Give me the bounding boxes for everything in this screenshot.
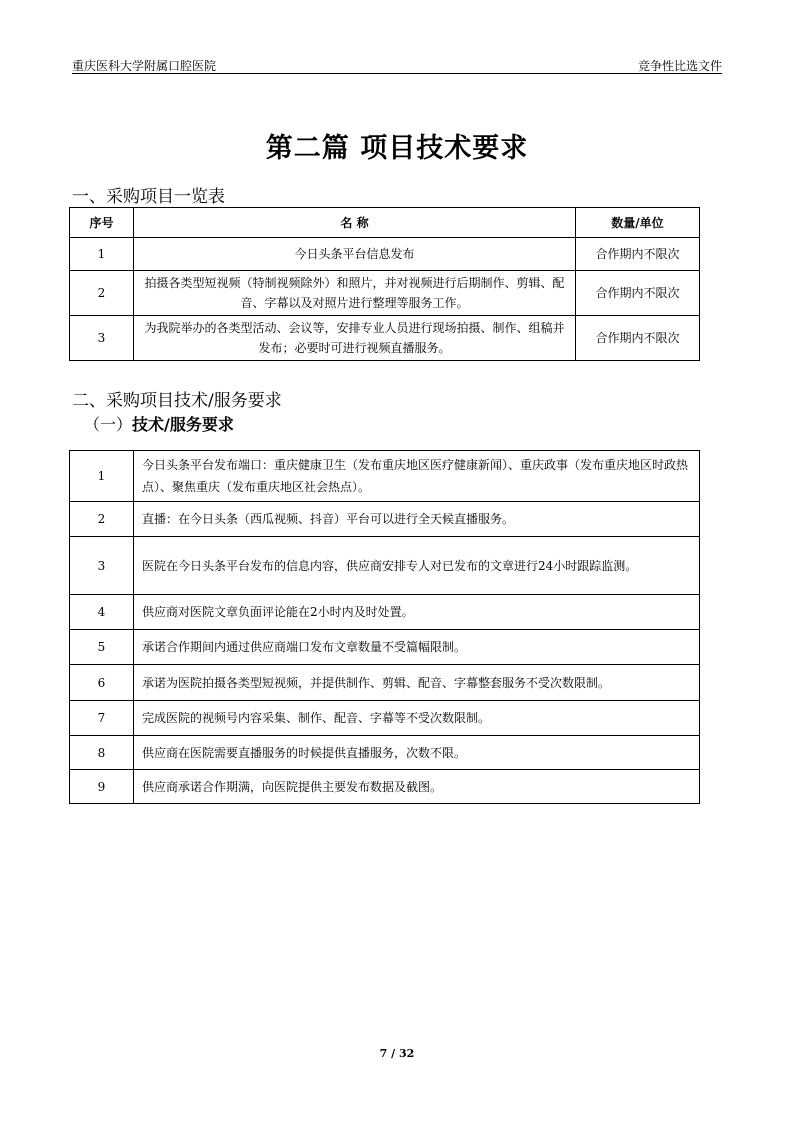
table-header-row <box>70 208 700 238</box>
requirement-number: 7 <box>70 701 134 736</box>
page-number: 7 / 32 <box>379 1047 415 1060</box>
table-row <box>70 537 700 595</box>
page-title: 第二篇 项目技术要求 <box>265 133 529 164</box>
row-name: 为我院举办的各类型活动、会议等，安排专业人员进行现场拍摄、制作、组稿并发布；必要时可进行视频直播服务。 <box>134 316 576 361</box>
header-cell-no: 序号 <box>70 208 134 238</box>
requirement-text: 供应商对医院文章负面评论能在2小时内及时处置。 <box>134 595 700 630</box>
page-header <box>72 55 722 74</box>
table-row <box>70 316 700 361</box>
table-row <box>70 770 700 804</box>
requirement-text: 供应商承诺合作期满，向医院提供主要发布数据及截图。 <box>134 770 700 804</box>
row-number: 3 <box>70 316 134 361</box>
table-row <box>70 238 700 271</box>
table-row <box>70 595 700 630</box>
row-qty: 合作期内不限次 <box>576 316 700 361</box>
header-doc-type: 竞争性比选文件 <box>637 59 722 73</box>
requirement-number: 6 <box>70 665 134 701</box>
table-row <box>70 271 700 316</box>
requirement-number: 1 <box>70 451 134 502</box>
requirement-text: 医院在今日头条平台发布的信息内容，供应商安排专人对已发布的文章进行24小时跟踪监测。 <box>134 537 700 595</box>
table-row <box>70 701 700 736</box>
requirement-number: 9 <box>70 770 134 804</box>
row-number: 1 <box>70 238 134 271</box>
table-row <box>70 451 700 502</box>
subsection-title: 技术/服务要求 <box>132 415 234 434</box>
row-number: 2 <box>70 271 134 316</box>
header-cell-name: 名 称 <box>134 208 576 238</box>
section1-heading: 一、采购项目一览表 <box>72 187 225 207</box>
section2-heading: 二、采购项目技术/服务要求 <box>72 391 282 411</box>
requirement-text: 供应商在医院需要直播服务的时候提供直播服务，次数不限。 <box>134 736 700 770</box>
row-qty: 合作期内不限次 <box>576 238 700 271</box>
table-row <box>70 502 700 537</box>
requirement-number: 5 <box>70 630 134 665</box>
table-row <box>70 665 700 701</box>
requirement-text: 今日头条平台发布端口：重庆健康卫生（发布重庆地区医疗健康新闻）、重庆政事（发布重庆地区时政热点）、聚焦重庆（发布重庆地区社会热点）。 <box>134 451 700 502</box>
requirement-text: 直播：在今日头条（西瓜视频、抖音）平台可以进行全天候直播服务。 <box>134 502 700 537</box>
table-row <box>70 630 700 665</box>
requirement-number: 8 <box>70 736 134 770</box>
subsection-heading <box>84 412 234 435</box>
row-name: 今日头条平台信息发布 <box>134 238 576 271</box>
row-name: 拍摄各类型短视频（特制视频除外）和照片，并对视频进行后期制作、剪辑、配音、字幕以及对照片进行整理等服务工作。 <box>134 271 576 316</box>
row-qty: 合作期内不限次 <box>576 271 700 316</box>
table-row <box>70 736 700 770</box>
requirement-text: 完成医院的视频号内容采集、制作、配音、字幕等不受次数限制。 <box>134 701 700 736</box>
requirement-number: 3 <box>70 537 134 595</box>
requirement-text: 承诺合作期间内通过供应商端口发布文章数量不受篇幅限制。 <box>134 630 700 665</box>
procurement-summary-table <box>69 207 700 361</box>
header-cell-qty: 数量/单位 <box>576 208 700 238</box>
requirement-text: 承诺为医院拍摄各类型短视频，并提供制作、剪辑、配音、字幕整套服务不受次数限制。 <box>134 665 700 701</box>
requirement-number: 2 <box>70 502 134 537</box>
subsection-number: （一） <box>84 415 133 434</box>
requirement-number: 4 <box>70 595 134 630</box>
requirements-table <box>69 450 700 804</box>
header-institution: 重庆医科大学附属口腔医院 <box>72 59 217 73</box>
